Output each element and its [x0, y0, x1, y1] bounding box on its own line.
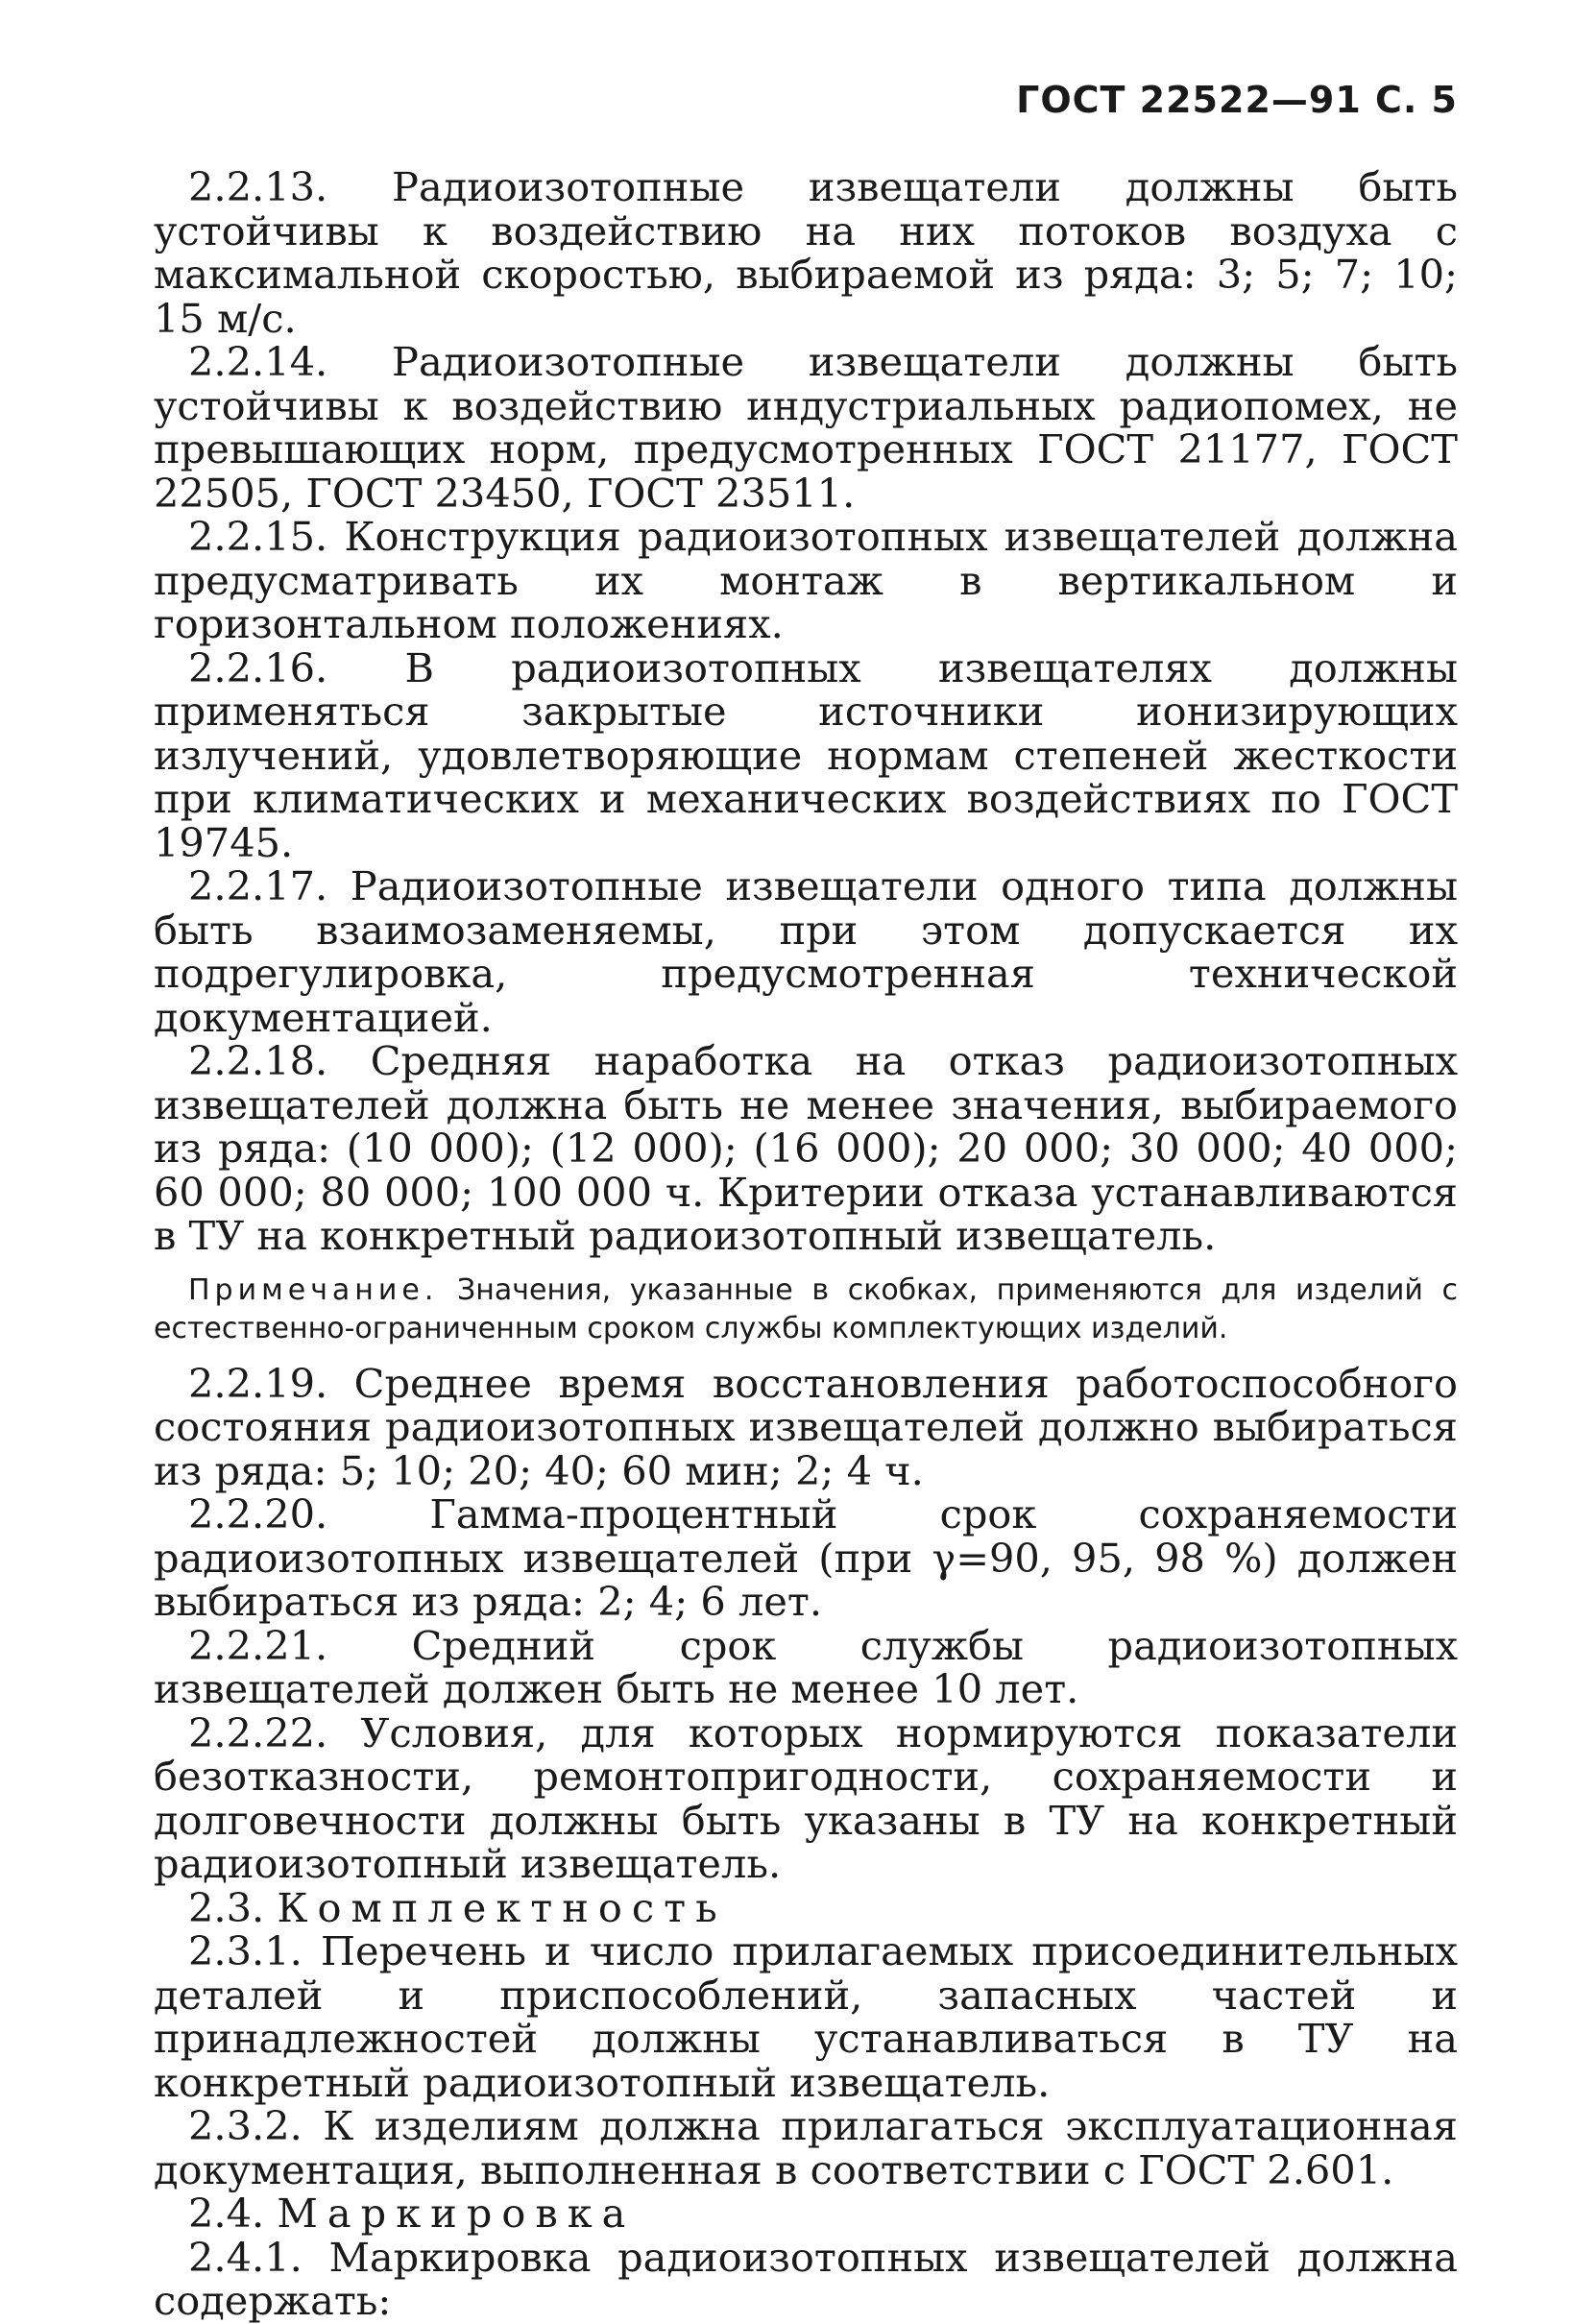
page-header: ГОСТ 22522—91 С. 5	[1016, 79, 1458, 121]
paragraph-2-2-16: 2.2.16. В радиоизотопных извещателях должны применяться закрытые источники ионизирующих излучений, удовлетворяющие нормам степеней жесткости при климатических и механических воздействиях по ГОСТ 19745.	[154, 643, 1458, 866]
section-heading-completeness	[154, 1883, 1458, 1931]
document-body	[154, 165, 1458, 2323]
paragraph-2-2-14: 2.2.14. Радиоизотопные извещатели должны быть устойчивы к воздействию индустриальных радиопомех, не превышающих норм, предусмотренных ГОСТ 21177, ГОСТ 22505, ГОСТ 23450, ГОСТ 23511.	[154, 338, 1458, 517]
paragraph-2-2-21: 2.2.21. Средний срок службы радиоизотопных извещателей должен быть не менее 10 лет.	[154, 1621, 1458, 1712]
paragraph-2-3-1: 2.3.1. Перечень и число прилагаемых присоединительных деталей и приспособлений, запасных частей и принадлежностей должны устанавливаться в ТУ на конкретный радиоизотопный извещатель.	[154, 1927, 1458, 2106]
section-title: Маркировка	[277, 2190, 636, 2237]
paragraph-2-2-13: 2.2.13. Радиоизотопные извещатели должны быть устойчивы к воздействию на них потоков воздуха с максимальной скоростью, выбираемой из ряда: 3; 5; 7; 10; 15 м/с.	[154, 163, 1458, 342]
section-heading-marking	[154, 2191, 1458, 2236]
section-number: 2.4.	[188, 2190, 265, 2237]
paragraph-2-3-2: 2.3.2. К изделиям должна прилагаться эксплуатационная документация, выполненная в соответствии с ГОСТ 2.601.	[154, 2102, 1458, 2193]
paragraph-2-2-17: 2.2.17. Радиоизотопные извещатели одного типа должны быть взаимозаменяемы, при этом допускается их подрегулировка, предусмотренная технической документацией.	[154, 862, 1458, 1041]
note	[154, 1271, 1458, 1348]
section-title: Комплектность	[277, 1883, 727, 1931]
paragraph-2-2-20: 2.2.20. Гамма-процентный срок сохраняемости радиоизотопных извещателей (при γ=90, 95, 98 %) должен выбираться из ряда: 2; 4; 6 лет.	[154, 1490, 1458, 1625]
note-label: Примечание.	[188, 1272, 439, 1307]
paragraph-2-4-1: 2.4.1. Маркировка радиоизотопных извещателей должна содержать:	[154, 2233, 1458, 2324]
note-text: Значения, указанные в скобках, применяются для изделий с естественно-ограниченным сроком службы комплектующих изделий.	[154, 1272, 1458, 1345]
paragraph-2-2-19: 2.2.19. Среднее время восстановления работоспособного состояния радиоизотопных извещателей должно выбираться из ряда: 5; 10; 20; 40; 60 мин; 2; 4 ч.	[154, 1359, 1458, 1494]
paragraph-2-2-18: 2.2.18. Средняя наработка на отказ радиоизотопных извещателей должна быть не менее значения, выбираемого из ряда: (10 000); (12 000); (16 000); 20 000; 30 000; 40 000; 60 000; 80 000; 100 000 ч. Критерии отказа устанавливаются в ТУ на конкретный радиоизотопный извещатель.	[154, 1037, 1458, 1259]
section-number: 2.3.	[188, 1883, 265, 1931]
paragraph-2-2-15: 2.2.15. Конструкция радиоизотопных извещателей должна предусматривать их монтаж в вертикальном и горизонтальном положениях.	[154, 513, 1458, 647]
paragraph-2-2-22: 2.2.22. Условия, для которых нормируются показатели безотказности, ремонтопригодности, сохраняемости и долговечности должны быть указаны в ТУ на конкретный радиоизотопный извещатель.	[154, 1708, 1458, 1887]
